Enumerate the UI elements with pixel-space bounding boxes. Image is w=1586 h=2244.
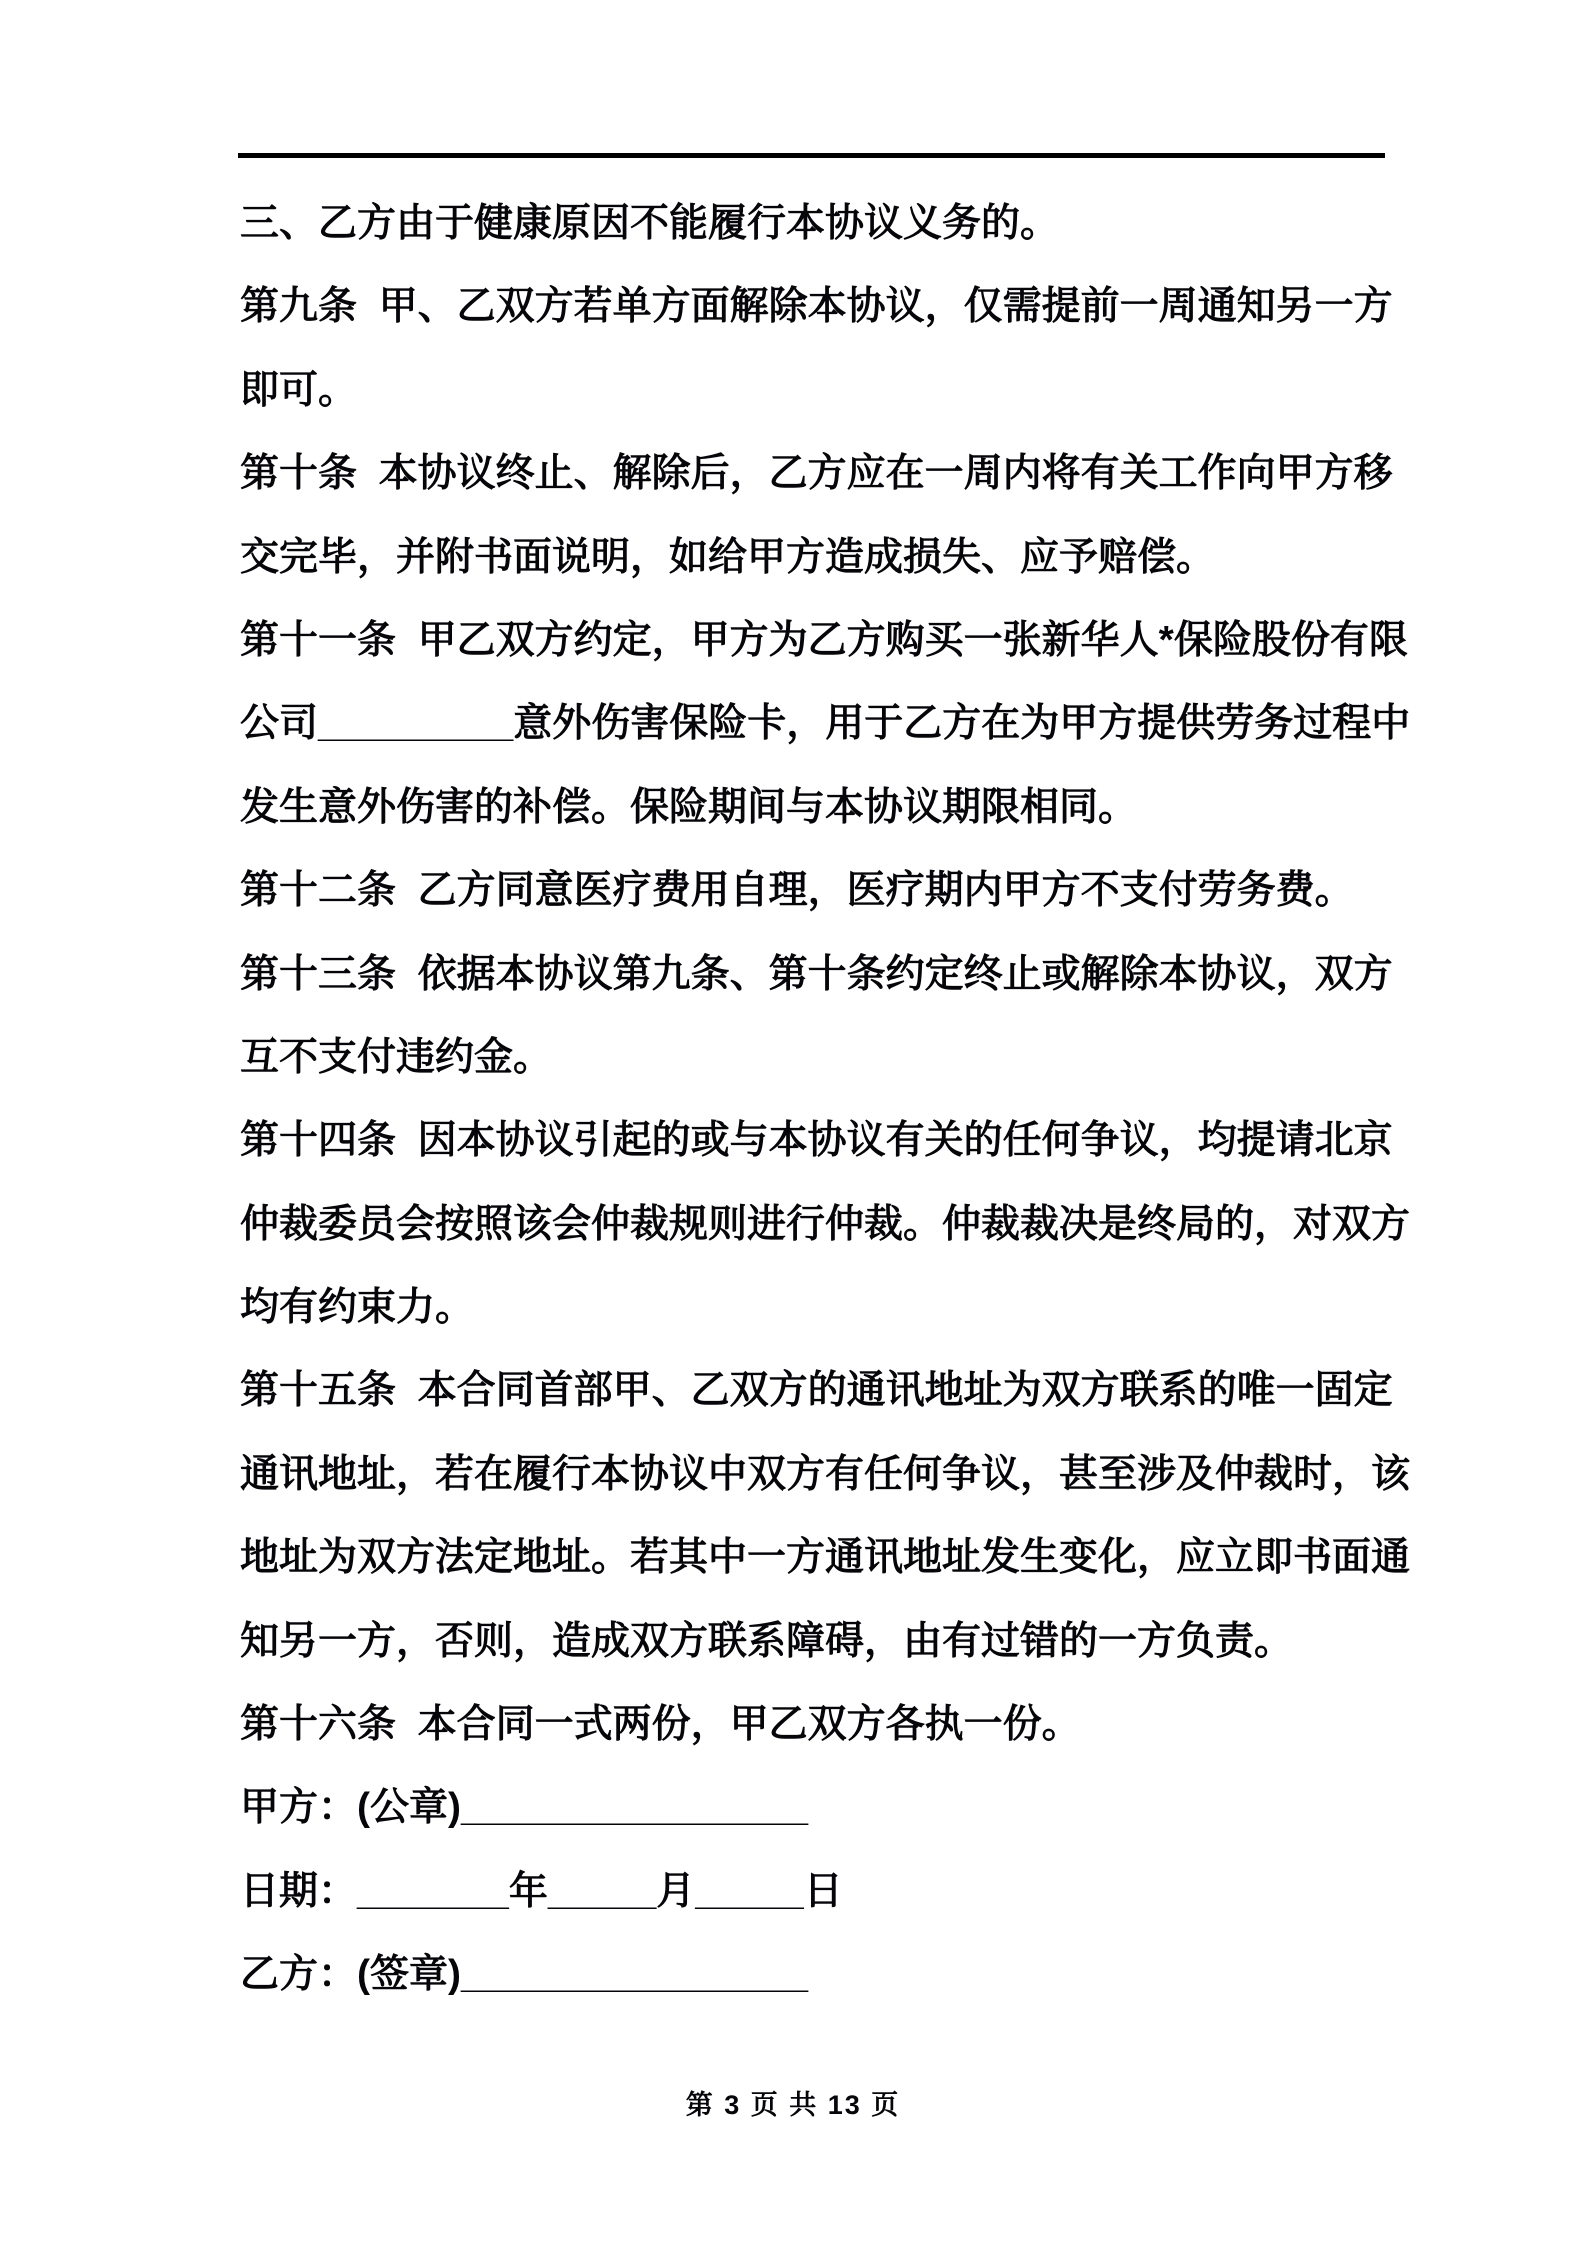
text-line: 第十二条 乙方同意医疗费用自理，医疗期内甲方不支付劳务费。 [240, 869, 1354, 913]
text-line: 第十一条 甲乙双方约定，甲方为乙方购买一张新华人*保险股份有限 [240, 618, 1408, 662]
date-line: 日期：_______年_____月_____日 [240, 1869, 843, 1913]
text-line: 第十三条 依据本协议第九条、第十条约定终止或解除本协议，双方 [240, 952, 1393, 996]
text-line: 第十五条 本合同首部甲、乙双方的通讯地址为双方联系的唯一固定 [240, 1369, 1393, 1413]
text-line: 第十四条 因本协议引起的或与本协议有关的任何争议，均提请北京 [240, 1119, 1393, 1163]
party-a-signature-line: 甲方：(公章)________________ [240, 1786, 809, 1830]
text-line: 三、乙方由于健康原因不能履行本协议义务的。 [240, 202, 1060, 245]
text-line: 第十条 本协议终止、解除后，乙方应在一周内将有关工作向甲方移 [240, 452, 1393, 496]
page-number-footer: 第 3 页 共 13 页 [685, 2090, 901, 2120]
text-line: 发生意外伤害的补偿。保险期间与本协议期限相同。 [240, 785, 1138, 829]
text-line: 通讯地址，若在履行本协议中双方有任何争议，甚至涉及仲裁时，该 [240, 1452, 1411, 1496]
text-line: 交完毕，并附书面说明，如给甲方造成损失、应予赔偿。 [240, 535, 1216, 579]
text-line: 第十六条 本合同一式两份，甲乙双方各执一份。 [240, 1703, 1081, 1747]
text-line: 知另一方，否则，造成双方联系障碍，由有过错的一方负责。 [240, 1619, 1294, 1663]
text-line: 地址为双方法定地址。若其中一方通讯地址发生变化，应立即书面通 [240, 1536, 1411, 1580]
text-line: 互不支付违约金。 [240, 1035, 553, 1079]
text-line: 第九条 甲、乙双方若单方面解除本协议，仅需提前一周通知另一方 [240, 285, 1393, 329]
text-line: 仲裁委员会按照该会仲裁规则进行仲裁。仲裁裁决是终局的，对双方 [240, 1202, 1411, 1246]
contract-body [240, 182, 1450, 2017]
party-b-signature-line: 乙方：(签章)________________ [240, 1953, 809, 1997]
text-line: 均有约束力。 [240, 1286, 475, 1330]
text-line: 即可。 [240, 368, 358, 412]
text-line: 公司_________意外伤害保险卡，用于乙方在为甲方提供劳务过程中 [240, 702, 1411, 746]
header-rule [238, 153, 1385, 158]
